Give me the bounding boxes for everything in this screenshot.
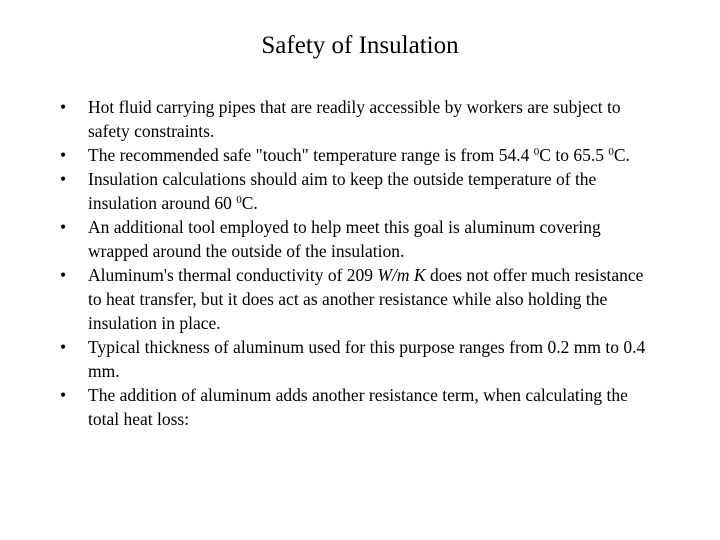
bullet-text: An additional tool employed to help meet this goal is aluminum covering wrapped around the outside of the insulation. <box>88 217 601 261</box>
bullet-text: Hot fluid carrying pipes that are readily accessible by workers are subject to safety constraints. <box>88 97 621 141</box>
bullet-text: Typical thickness of aluminum used for this purpose ranges from 0.2 mm to 0.4 mm. <box>88 337 646 381</box>
bullet-item <box>55 95 655 143</box>
degree-superscript: 0 <box>533 146 540 158</box>
bullet-item <box>55 215 655 263</box>
bullet-item <box>55 167 655 215</box>
bullet-dot: • <box>60 217 67 237</box>
bullet-dot: • <box>60 97 67 117</box>
bullet-dot: • <box>60 265 67 285</box>
degree-superscript: 0 <box>236 194 242 206</box>
bullet-dot: • <box>60 337 67 357</box>
bullet-dot: • <box>60 385 67 405</box>
bullet-list <box>55 95 655 431</box>
bullet-item <box>55 143 655 167</box>
units-label: W/m K <box>377 265 426 285</box>
bullet-item <box>55 335 655 383</box>
bullet-text: Insulation calculations should aim to keep the outside temperature of the insulation around 60 $^0$C. <box>88 169 597 213</box>
degree-superscript: 0 <box>608 146 614 158</box>
bullet-text: The addition of aluminum adds another resistance term, when calculating the total heat loss: <box>88 385 628 429</box>
bullet-item <box>55 263 655 335</box>
bullet-text: The recommended safe "touch" temperature range is from 54.4 $^0$C to 65.5 $^0$C. <box>88 145 630 165</box>
bullet-item <box>55 383 655 431</box>
slide-title: Safety of Insulation <box>261 32 459 59</box>
bullet-dot: • <box>60 145 67 165</box>
bullet-text: Aluminum's thermal conductivity of 209 W/m K does not offer much resistance to heat transfer, but it does act as another resistance while also holding the insulation in place. <box>88 265 644 333</box>
bullet-dot: • <box>60 169 67 189</box>
